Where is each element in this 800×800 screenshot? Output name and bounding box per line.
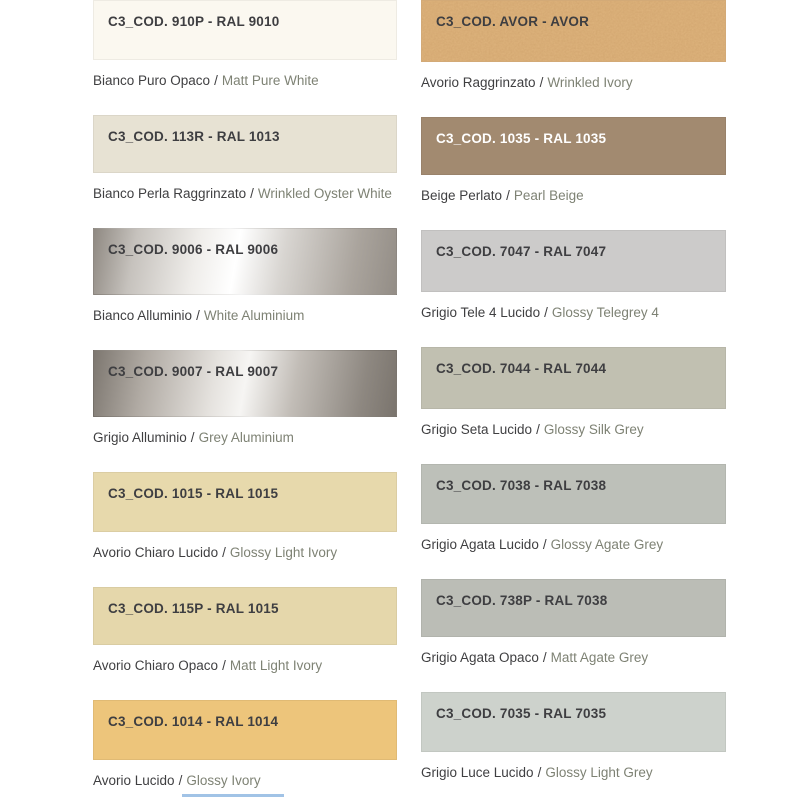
name-italian: Avorio Raggrinzato bbox=[421, 75, 536, 90]
swatch-caption bbox=[93, 773, 397, 788]
name-italian: Grigio Seta Lucido bbox=[421, 422, 533, 437]
swatch-caption bbox=[421, 75, 726, 90]
color-swatch-ral1035 bbox=[421, 117, 726, 175]
swatch-code-label: C3_COD. 7035 - RAL 7035 bbox=[436, 706, 607, 721]
swatch-caption bbox=[93, 545, 397, 560]
name-italian: Grigio Alluminio bbox=[93, 430, 187, 445]
swatch-code-label: C3_COD. 738P - RAL 7038 bbox=[436, 593, 608, 608]
name-english: Matt Pure White bbox=[221, 73, 319, 88]
swatch-card-ral1015-gloss bbox=[93, 472, 397, 560]
swatch-card-ral7047 bbox=[421, 230, 726, 320]
swatch-code-label: C3_COD. 910P - RAL 9010 bbox=[108, 14, 280, 29]
name-english: Grey Aluminium bbox=[198, 430, 294, 445]
caption-separator: / bbox=[536, 422, 540, 437]
swatch-caption bbox=[421, 188, 726, 203]
swatch-card-ral1013 bbox=[93, 115, 397, 201]
color-swatch-ral9006-metallic bbox=[93, 228, 397, 295]
swatch-caption bbox=[421, 765, 726, 780]
swatch-caption bbox=[421, 422, 726, 437]
color-swatch-ral7047 bbox=[421, 230, 726, 292]
caption-separator: / bbox=[506, 188, 510, 203]
cropped-footer-line bbox=[182, 794, 284, 797]
caption-separator: / bbox=[196, 308, 200, 323]
swatch-card-ral1015-matt bbox=[93, 587, 397, 673]
name-english: Glossy Light Ivory bbox=[229, 545, 338, 560]
caption-separator: / bbox=[222, 658, 226, 673]
name-english: Wrinkled Ivory bbox=[547, 75, 633, 90]
caption-separator: / bbox=[178, 773, 183, 788]
swatch-code-label: C3_COD. 9006 - RAL 9006 bbox=[108, 242, 279, 257]
caption-separator: / bbox=[539, 75, 544, 90]
caption-separator: / bbox=[537, 765, 542, 780]
name-italian: Beige Perlato bbox=[421, 188, 503, 203]
swatch-card-ral1014 bbox=[93, 700, 397, 788]
color-swatch-ral7038-matt bbox=[421, 579, 726, 637]
swatch-code-label: C3_COD. 7038 - RAL 7038 bbox=[436, 478, 607, 493]
name-english: Glossy Ivory bbox=[186, 773, 261, 788]
name-english: Glossy Silk Grey bbox=[543, 422, 644, 437]
name-english: Glossy Telegrey 4 bbox=[551, 305, 659, 320]
swatch-caption bbox=[93, 308, 397, 323]
name-english: White Aluminium bbox=[203, 308, 305, 323]
name-italian: Grigio Agata Opaco bbox=[421, 650, 539, 665]
caption-separator: / bbox=[544, 305, 548, 320]
caption-separator: / bbox=[542, 650, 547, 665]
swatch-column-left bbox=[93, 0, 397, 800]
caption-separator: / bbox=[250, 186, 254, 201]
swatch-code-label: C3_COD. 1014 - RAL 1014 bbox=[108, 714, 279, 729]
swatch-code-label: C3_COD. 115P - RAL 1015 bbox=[108, 601, 279, 616]
name-italian: Bianco Puro Opaco bbox=[93, 73, 211, 88]
swatch-caption bbox=[93, 73, 397, 88]
color-swatch-ral9007-metallic bbox=[93, 350, 397, 417]
swatch-code-label: C3_COD. AVOR - AVOR bbox=[436, 14, 590, 29]
name-italian: Bianco Perla Raggrinzato bbox=[93, 186, 247, 201]
name-italian: Grigio Agata Lucido bbox=[421, 537, 539, 552]
color-swatch-ral7038-gloss bbox=[421, 464, 726, 524]
swatch-caption bbox=[421, 305, 726, 320]
swatch-caption bbox=[93, 430, 397, 445]
swatch-card-ral9007 bbox=[93, 350, 397, 445]
swatch-column-right bbox=[421, 0, 726, 800]
name-italian: Avorio Chiaro Opaco bbox=[93, 658, 219, 673]
name-english: Pearl Beige bbox=[513, 188, 584, 203]
caption-separator: / bbox=[222, 545, 226, 560]
swatch-caption bbox=[421, 650, 726, 665]
swatch-card-ral7038-matt bbox=[421, 579, 726, 665]
color-swatch-ral9010 bbox=[93, 0, 397, 60]
color-swatch-ral1014 bbox=[93, 700, 397, 760]
swatch-code-label: C3_COD. 1035 - RAL 1035 bbox=[436, 131, 607, 146]
swatch-card-ral9006 bbox=[93, 228, 397, 323]
name-english: Wrinkled Oyster White bbox=[257, 186, 392, 201]
caption-separator: / bbox=[214, 73, 218, 88]
color-swatch-ral1013 bbox=[93, 115, 397, 173]
swatch-caption bbox=[93, 186, 397, 201]
swatch-caption bbox=[93, 658, 397, 673]
name-english: Glossy Agate Grey bbox=[550, 537, 664, 552]
swatch-caption bbox=[421, 537, 726, 552]
color-swatch-ral7035 bbox=[421, 692, 726, 752]
swatch-code-label: C3_COD. 9007 - RAL 9007 bbox=[108, 364, 279, 379]
name-english: Glossy Light Grey bbox=[545, 765, 653, 780]
name-english: Matt Agate Grey bbox=[550, 650, 649, 665]
name-italian: Avorio Chiaro Lucido bbox=[93, 545, 219, 560]
caption-separator: / bbox=[542, 537, 547, 552]
caption-separator: / bbox=[190, 430, 195, 445]
name-italian: Avorio Lucido bbox=[93, 773, 175, 788]
name-italian: Bianco Alluminio bbox=[93, 308, 193, 323]
color-swatch-avor-textured bbox=[421, 0, 726, 62]
name-english: Matt Light Ivory bbox=[229, 658, 323, 673]
swatch-code-label: C3_COD. 7044 - RAL 7044 bbox=[436, 361, 607, 376]
swatch-card-ral1035 bbox=[421, 117, 726, 203]
color-swatch-ral1015-matt bbox=[93, 587, 397, 645]
swatch-card-ral9010 bbox=[93, 0, 397, 88]
swatch-card-ral7044 bbox=[421, 347, 726, 437]
color-swatch-ral7044 bbox=[421, 347, 726, 409]
swatch-card-avor bbox=[421, 0, 726, 90]
swatch-code-label: C3_COD. 7047 - RAL 7047 bbox=[436, 244, 607, 259]
name-italian: Grigio Tele 4 Lucido bbox=[421, 305, 541, 320]
swatch-card-ral7038-gloss bbox=[421, 464, 726, 552]
color-swatch-ral1015-gloss bbox=[93, 472, 397, 532]
name-italian: Grigio Luce Lucido bbox=[421, 765, 534, 780]
swatch-card-ral7035 bbox=[421, 692, 726, 780]
swatch-code-label: C3_COD. 113R - RAL 1013 bbox=[108, 129, 280, 144]
swatch-code-label: C3_COD. 1015 - RAL 1015 bbox=[108, 486, 279, 501]
